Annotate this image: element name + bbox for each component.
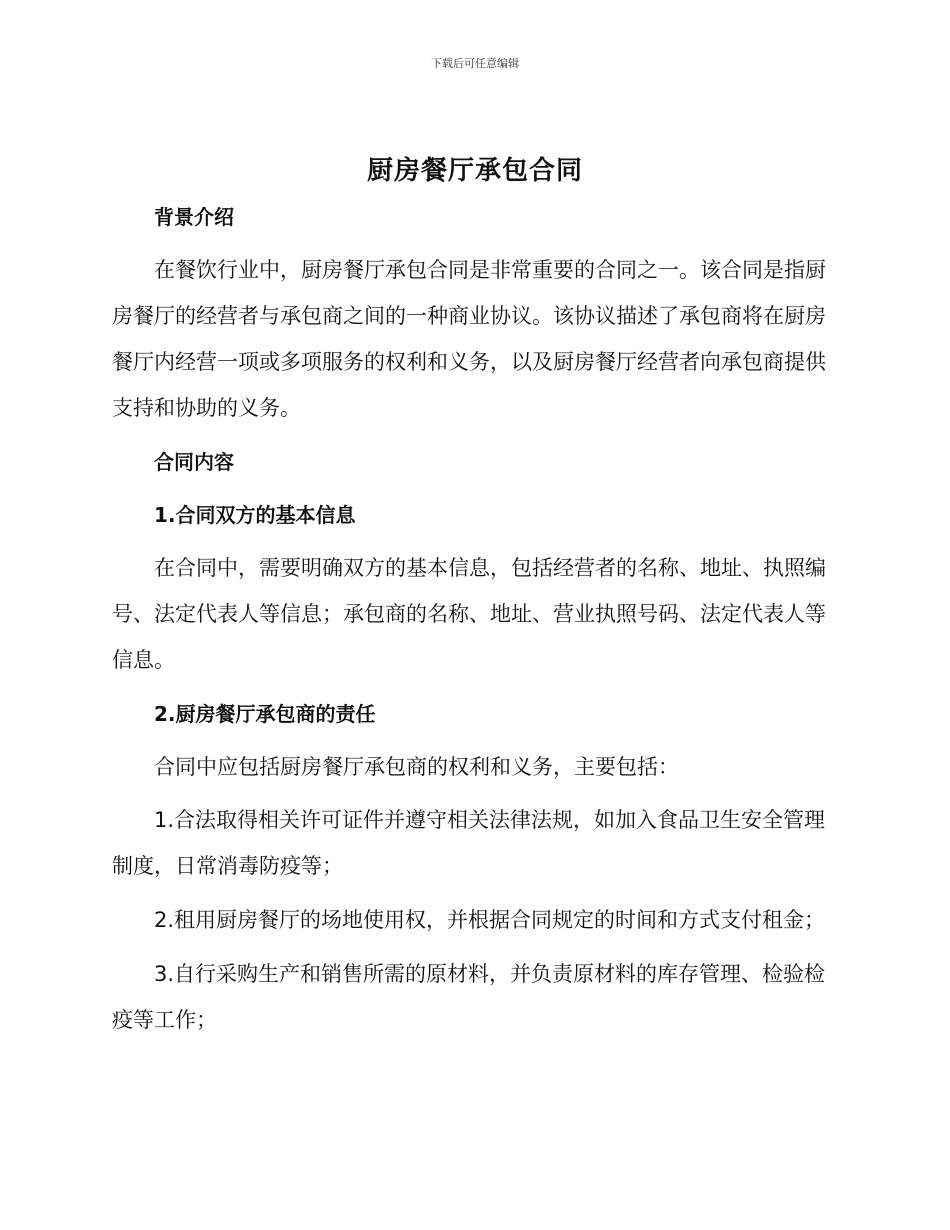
paragraph-basic-info: 在合同中，需要明确双方的基本信息，包括经营者的名称、地址、执照编号、法定代表人等信息；承包商的名称、地址、营业执照号码、法定代表人等信息。 xyxy=(112,556,826,672)
section-heading-contract-content: 合同内容 xyxy=(154,450,234,474)
list-item-duty-1: 1.合法取得相关许可证件并遵守相关法律法规，如加入食品卫生安全管理制度，日常消毒防疫等； xyxy=(112,808,826,878)
paragraph-background: 在餐饮行业中，厨房餐厅承包合同是非常重要的合同之一。该合同是指厨房餐厅的经营者与承包商之间的一种商业协议。该协议描述了承包商将在厨房餐厅内经营一项或多项服务的权利和义务，以及厨房餐厅经营者向承包商提供支持和协助的义务。 xyxy=(112,258,826,420)
paragraph-duties-intro: 合同中应包括厨房餐厅承包商的权利和义务，主要包括： xyxy=(154,755,679,779)
section-heading-contractor-duties: 2.厨房餐厅承包商的责任 xyxy=(154,702,376,726)
page-header-note: 下载后可任意编辑 xyxy=(431,57,519,70)
section-heading-basic-info: 1.合同双方的基本信息 xyxy=(154,503,356,527)
document-body xyxy=(112,194,832,1043)
list-item-duty-3: 3.自行采购生产和销售所需的原材料，并负责原材料的库存管理、检验检疫等工作； xyxy=(112,962,826,1032)
section-heading-background: 背景介绍 xyxy=(154,205,234,229)
document-title: 厨房餐厅承包合同 xyxy=(366,156,583,186)
list-item-duty-2: 2.租用厨房餐厅的场地使用权，并根据合同规定的时间和方式支付租金； xyxy=(154,908,826,932)
